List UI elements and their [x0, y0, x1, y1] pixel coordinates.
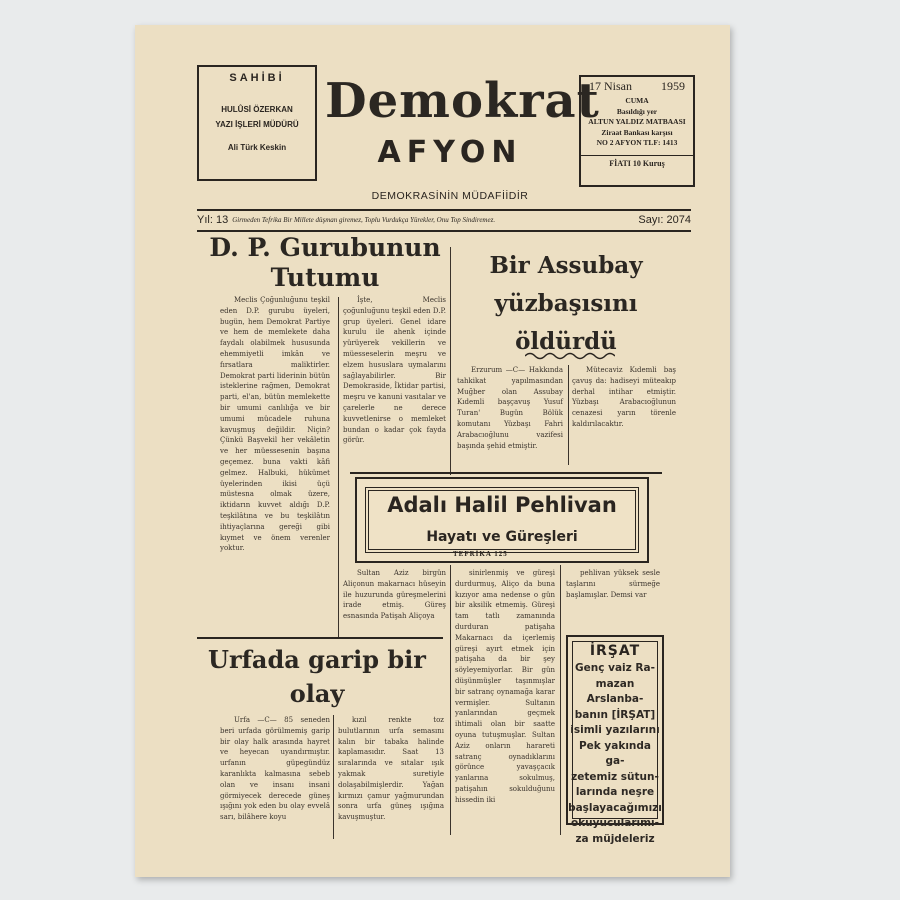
serial-column-3-text: pehlivan yüksek sesle taşlarını sürmeğe başlamışlar. Demsi var: [566, 569, 660, 599]
assubay-headline: Bir Assubay yüzbaşısını öldürdü: [489, 252, 643, 355]
issue-date: [581, 77, 693, 94]
masthead-city: AFYON: [377, 135, 523, 170]
irsat-frame: [572, 641, 658, 819]
section-rule: [350, 472, 662, 474]
irsat-line: zetemiz sütun-: [571, 770, 659, 783]
irsat-line: okuyucularımı-: [570, 817, 660, 829]
price: FİATI 10 Kuruş: [581, 155, 693, 168]
strap-line: [197, 211, 691, 229]
irsat-line: başlayacağımızı: [568, 801, 662, 814]
serial-column-3: [566, 568, 660, 600]
column-rule: [568, 365, 569, 465]
assubay-column-2: [572, 365, 676, 430]
slogan: Girmeden Tefrika Bir Millete düşman giremez, Toplu Vurdukça Yürekler, Onu Top Sindiremez.: [232, 216, 496, 224]
owner-name: HULÛSİ ÖZERKAN: [221, 105, 293, 114]
editor-role: YAZI İŞLERİ MÜDÜRÜ: [215, 120, 299, 129]
dp-headline: D. P. Gurubunun Tutumu: [209, 233, 441, 292]
irsat-line: Genç vaiz Ra-: [575, 662, 655, 674]
urfa-headline: Urfada garip bir olay: [208, 645, 426, 708]
dp-column-1: [220, 295, 330, 554]
masthead-motto: DEMOKRASİNİN MÜDAFİİDİR: [371, 190, 529, 202]
serial-column-1: [343, 568, 446, 622]
irsat-line: za müjdeleriz: [575, 832, 655, 845]
irsat-line: larında neşre: [575, 786, 655, 798]
irsat-line: banın [İRŞAT]: [574, 708, 656, 721]
urfa-column-1: [220, 715, 330, 823]
masthead-title: Demokrat: [325, 73, 600, 129]
info-box: [579, 75, 695, 187]
serial-title: Adalı Halil Pehlivan: [387, 493, 617, 517]
issue-number: Sayı: 2074: [638, 214, 691, 226]
column-rule: [338, 297, 339, 637]
issue-day: 17 Nisan: [589, 79, 632, 93]
serial-column-1-text: Sultan Aziz birgün Aliçonun makarnacı hüseyin ile huzurunda güreşmelerini irade etmiş. Güreş esnasında Patişah Aliçoya: [343, 569, 446, 621]
column-rule: [333, 715, 334, 839]
urfa-column-2: [338, 715, 444, 823]
newspaper-page: [135, 25, 730, 877]
printed-at-label: Basıldığı yer: [616, 106, 658, 116]
irsat-title: İRŞAT: [589, 643, 641, 659]
serial-number: TEFRİKA 125: [453, 550, 508, 558]
printer-address-1: Ziraat Bankası karşısı: [601, 127, 673, 137]
column-rule: [560, 565, 561, 835]
irsat-line: isimli yazılarını: [570, 724, 660, 736]
issue-year: 1959: [661, 79, 685, 93]
printer-address-2: NO 2 AFYON TLF: 1413: [596, 138, 678, 147]
irsat-line: mazan Arslanba-: [586, 677, 644, 705]
section-rule: [197, 637, 443, 639]
dp-column-2-text: İşte, Meclis çoğunluğunu teşkil eden D.P. grup üyeleri. Genel idare kurulu ile ahenk içinde yürüyerek vekillerin ve müesseselerin meşru ve elzem hususlara uymalarını sağlayabilirler. Bir Demokraside, İktidar partisi, meşru ve kanuni vasıtalar ve çarelerle ne derece kuvvetlenirse o memleket bundan o kadar çok fayda görür.: [343, 296, 446, 445]
strap-bottom-rule: [197, 230, 691, 232]
squiggle-ornament: [525, 351, 615, 361]
irsat-line: Pek yakında ga-: [578, 739, 652, 767]
urfa-column-1-text: Urfa —C— 85 seneden beri urfada görülmemiş garip bir olay halk arasında hayret ve heyecan uyandırmıştır. urfanın güpegündüz karanlıkta kalmasına sebeb olan ve insanı insani görmiyecek derecede güneş ışığını yok eden bu olay evvelâ sarı, bilâhere koyu: [220, 716, 330, 822]
dp-column-1-text: Meclis Çoğunluğunu teşkil eden D.P. gurubu üyeleri, bugün, hem Demokrat Partiye ve hem de memlekete daha faydalı olabilmek hususunda ehemmiyetli imkân ve fırsatlara maliktirler. Demokrat parti liderinin bütün isteklerine rağmen, Demokrat parti, el'an, bütün memlekette bir umumi canlılığa ve bir umumi mücadele ruhuna kavuşmuş değildir. Niçin? Çünkü Başvekil her vekâletin ve her müessesenin başına geçemez. buna vakti kâfi gelmez. Halbuki, hükümet üyelerinden ikisi üçü müstesna olmak üzere, iktidarın kuvvet aldığı D.P. teşkilâtına ve bu teşkilâtın ihtiyaçlarına gereği gibi kıymet ve önem verenler yoktur.: [220, 296, 330, 553]
irsat-announcement-box: [566, 635, 664, 845]
owner-box: [197, 65, 317, 181]
year-number: Yıl: 13: [197, 214, 229, 226]
serial-column-2-text: sinirlenmiş ve güreşi durdurmuş, Aliço da buna kızıyor ama nedense o gün bir aksilik etmemiş. Güreşi tam tatlı zamanında durduran patişaha Makarnacı da içerlemiş güreşi ayırt etmek için patişaha da bir şey söyleyemiyorlar. Bir gün düşünmüşler taşınmışlar bir satranç oynamağa karar vermişler. Sultanın yanlarından geçmek ihtimali olan bir saatte oyuna tutuşmuşlar. Sultan Aziz onların harareti satranç oynadıklarını görünce yavaşçacık yanlarına sokulmuş, patişahın sokulduğunu hissedin iki: [455, 569, 555, 804]
assubay-column-2-text: Mütecaviz Kıdemli baş çavuş da: hadiseyi müteakıp derhal intihar etmiştir. Yüzbaşı Arabacıoğlunun cenazesi yarın törenle kaldırılacaktır.: [572, 366, 676, 428]
dp-column-2: [343, 295, 446, 446]
assubay-column-1-text: Erzurum —C— Hakkında tahkikat yapılmasından Muğber olan Assubay Kıdemli başçavuş Yusuf Turan' Bugün Bölük komutanı Yüzbaşı Fahri Arabacıoğlunu vazifesi başında şehid etmiştir.: [457, 366, 563, 450]
assubay-column-1: [457, 365, 563, 451]
serial-subtitle: Hayatı ve Güreşleri: [426, 529, 578, 545]
column-rule: [450, 565, 451, 835]
printer-name: ALTUN YALDIZ MATBAASI: [588, 117, 686, 126]
serial-column-2: [455, 568, 555, 806]
urfa-column-2-text: kızıl renkte toz bulutlarının urfa semasını kalın bir tabaka halinde kaplamasıdır. Saat 13 sıralarında ve sıtalar ışık yakmak suretiyle dolaşabilmişlerdir. Yağan kırmızı çamur yağmurundan sonra urfa güneş ışığına kavuşmuştur.: [338, 716, 444, 822]
issue-weekday: CUMA: [625, 96, 649, 105]
editor-name: Ali Türk Keskin: [227, 143, 287, 152]
column-rule: [450, 247, 451, 475]
owner-label: SAHİBİ: [229, 72, 285, 84]
